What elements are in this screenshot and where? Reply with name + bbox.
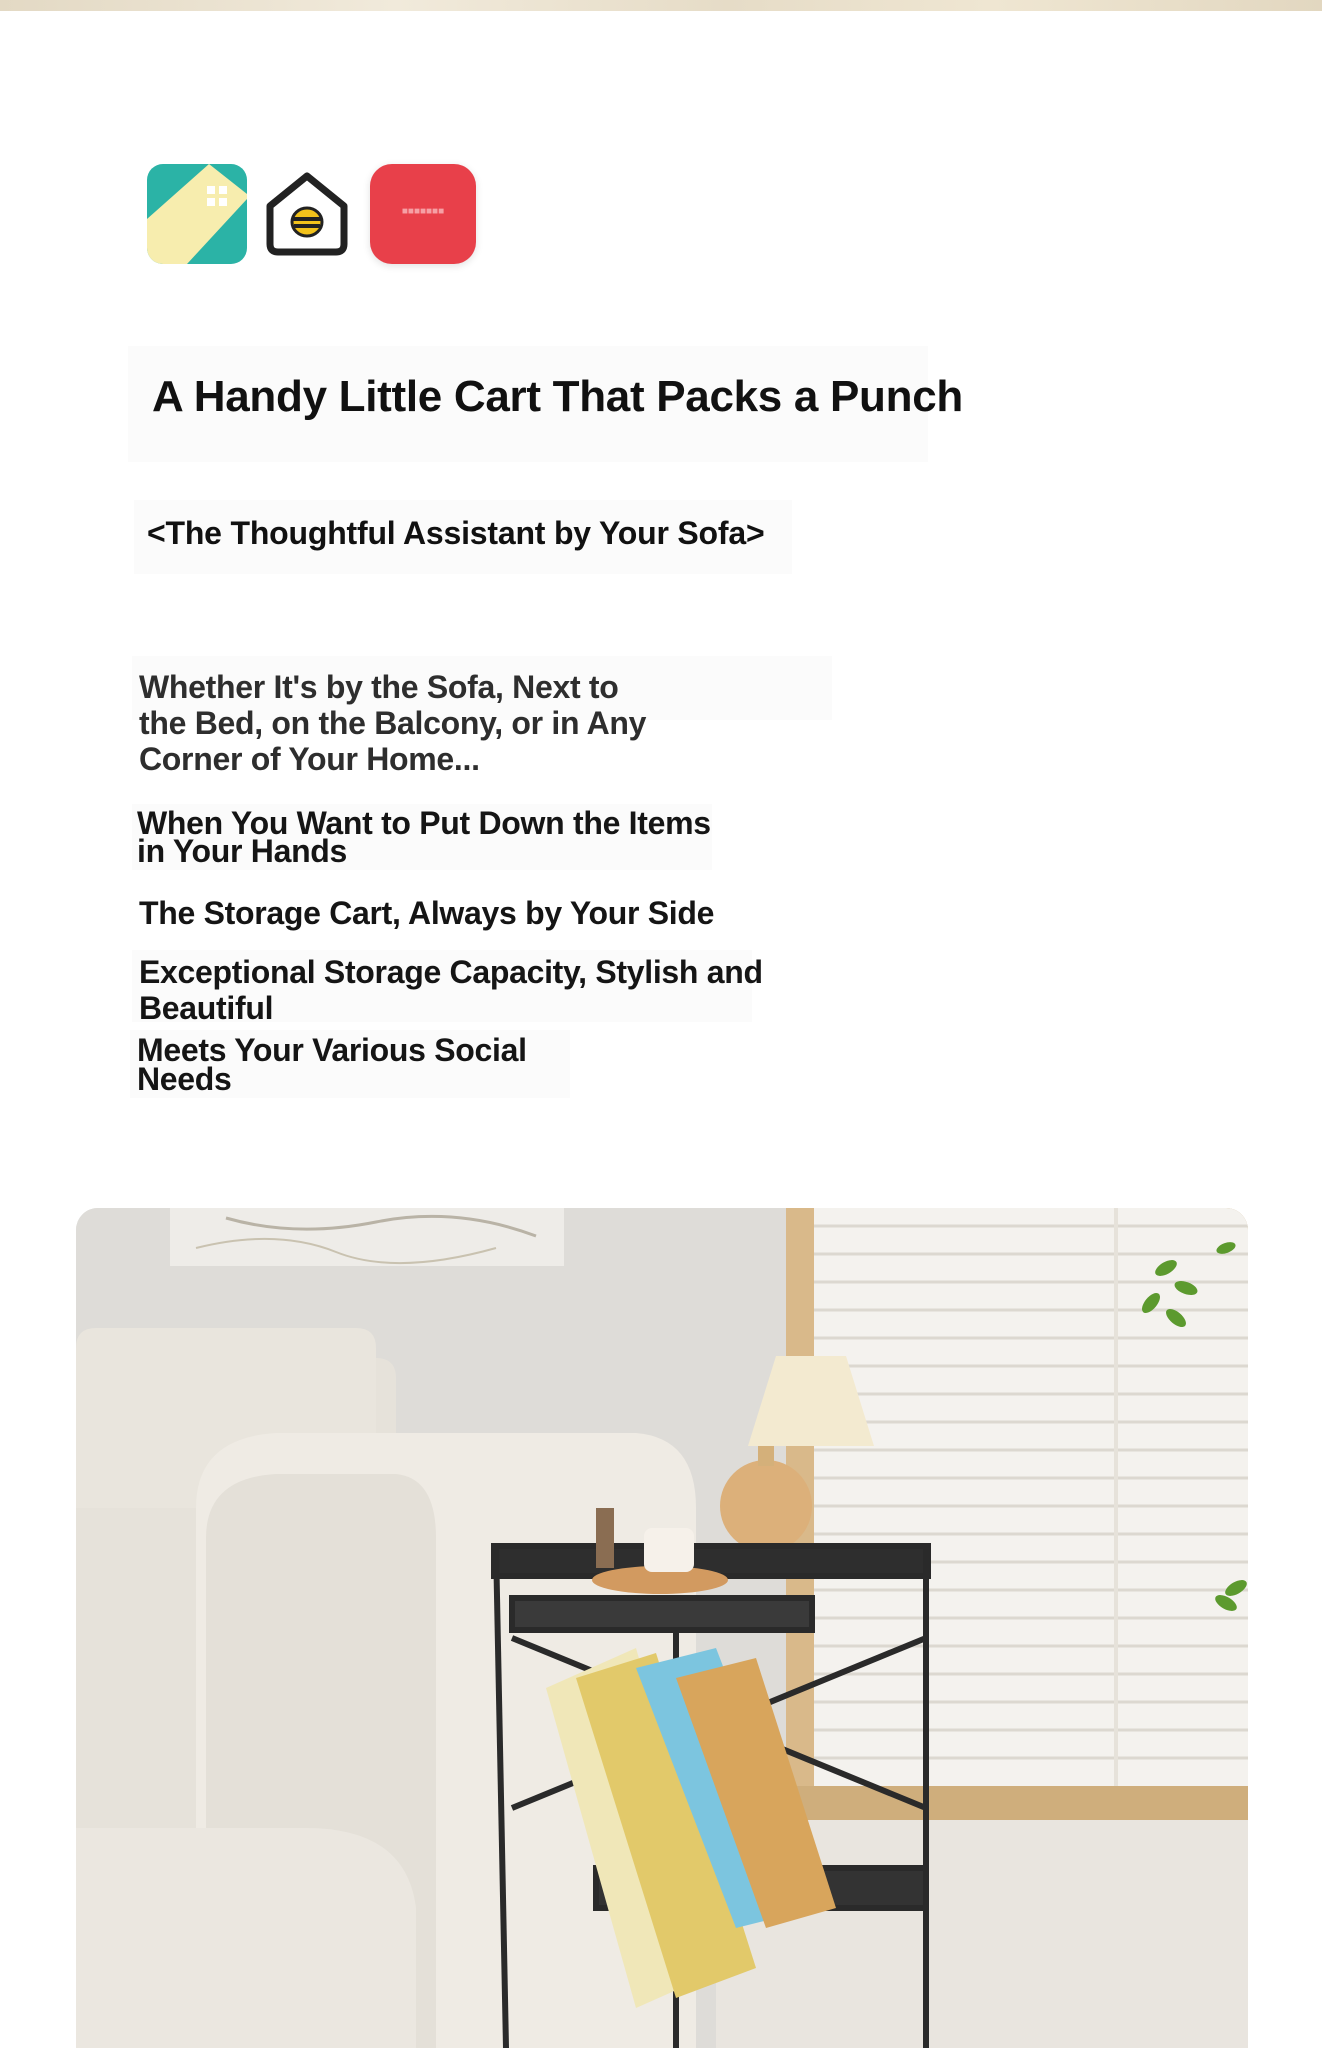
para-whether-line-3: Corner of Your Home... [139, 741, 480, 777]
wall-art-icon [170, 1208, 564, 1266]
para-whether [139, 669, 646, 777]
bee-house-logo-icon [262, 164, 352, 264]
para-capacity-line-1: Exceptional Storage Capacity, Stylish and [139, 954, 763, 990]
para-social-line-1: Meets Your Various Social [137, 1032, 527, 1068]
page-title: A Handy Little Cart That Packs a Punch [152, 372, 963, 421]
para-whether-line-1: Whether It's by the Sofa, Next to [139, 669, 619, 705]
window-blinds-icon [786, 1208, 1248, 1820]
para-capacity-line-2: Beautiful [139, 990, 274, 1026]
para-social [137, 1032, 527, 1097]
para-when-line-1: When You Want to Put Down the Items [137, 805, 711, 841]
para-when-line-2: in Your Hands [137, 833, 348, 869]
page-subtitle: <The Thoughtful Assistant by Your Sofa> [147, 515, 765, 551]
para-when [137, 805, 711, 869]
top-banner-strip [0, 0, 1322, 11]
red-brand-logo-icon: ■■■■■■■ [370, 164, 476, 264]
product-photo [76, 1208, 1248, 2048]
para-whether-line-2: the Bed, on the Balcony, or in Any [139, 705, 647, 741]
para-social-line-2: Needs [137, 1061, 232, 1097]
house-app-logo-icon [147, 164, 247, 264]
para-capacity [139, 954, 763, 1026]
para-storage-cart: The Storage Cart, Always by Your Side [139, 895, 715, 931]
